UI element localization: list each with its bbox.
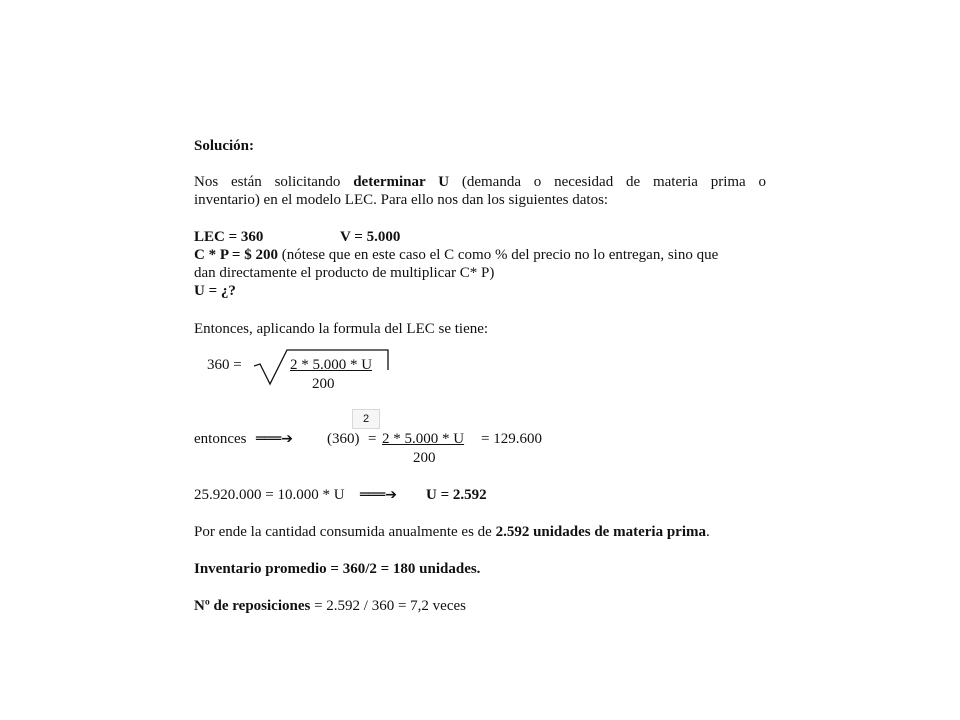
reposiciones-line <box>194 597 766 615</box>
exponent-box: 2 <box>352 409 380 429</box>
eq1-numerator: 2 * 5.000 * U <box>290 357 373 373</box>
eq2-denominator: 200 <box>413 450 436 466</box>
eq2-entonces: entonces <box>194 431 247 447</box>
eq2-equals: = <box>368 431 377 447</box>
eq2-result: = 129.600 <box>481 431 542 447</box>
cp-note: (nótese que en este caso el C como % del precio no lo entregan, sino que <box>277 247 719 263</box>
reposiciones-value: = 2.592 / 360 = 7,2 veces <box>310 598 466 614</box>
u-unknown: U = ¿? <box>194 283 236 299</box>
intro-text: Nos están solicitando <box>194 174 354 190</box>
inventario-promedio: Inventario promedio = 360/2 = 180 unidades. <box>194 561 481 577</box>
implies-arrow-icon: ═══➔ <box>360 487 398 503</box>
solution-heading <box>194 137 766 155</box>
cp-value: C * P = $ 200 <box>194 247 278 263</box>
conclusion-period: . <box>705 524 710 540</box>
eq1-lhs: 360 = <box>207 357 242 373</box>
v-value: V = 5.000 <box>340 229 401 245</box>
conclusion-line <box>194 523 766 541</box>
cp-note-line-2: dan directamente el producto de multiplicar C* P) <box>194 265 495 281</box>
given-u-line <box>194 282 766 300</box>
intro-paragraph <box>194 173 766 191</box>
lec-value: LEC = 360 <box>194 229 264 245</box>
intro-bold: determinar U <box>353 174 450 190</box>
conclusion-text: Por ende la cantidad consumida anualmente es de <box>194 524 496 540</box>
eq2-numerator: 2 * 5.000 * U <box>382 431 465 447</box>
given-cp-line <box>194 246 766 264</box>
intro-line-2: inventario) en el modelo LEC. Para ello nos dan los siguientes datos: <box>194 192 609 208</box>
inventario-line <box>194 560 766 578</box>
conclusion-bold: 2.592 unidades de materia prima <box>495 524 706 540</box>
formula-intro: Entonces, aplicando la formula del LEC se tiene: <box>194 321 489 337</box>
given-lec-line <box>194 228 766 246</box>
intro-text-cont: (demanda o necesidad de materia prima o <box>449 174 766 190</box>
eq3-lhs: 25.920.000 = 10.000 * U <box>194 487 345 503</box>
eq2-lhs: (360) <box>327 431 360 447</box>
implies-arrow-icon: ═══➔ <box>256 431 294 447</box>
solution-title: Solución: <box>194 138 255 154</box>
eq1-denominator: 200 <box>312 376 335 392</box>
reposiciones-label: Nº de reposiciones <box>194 598 311 614</box>
eq3-result: U = 2.592 <box>426 487 487 503</box>
